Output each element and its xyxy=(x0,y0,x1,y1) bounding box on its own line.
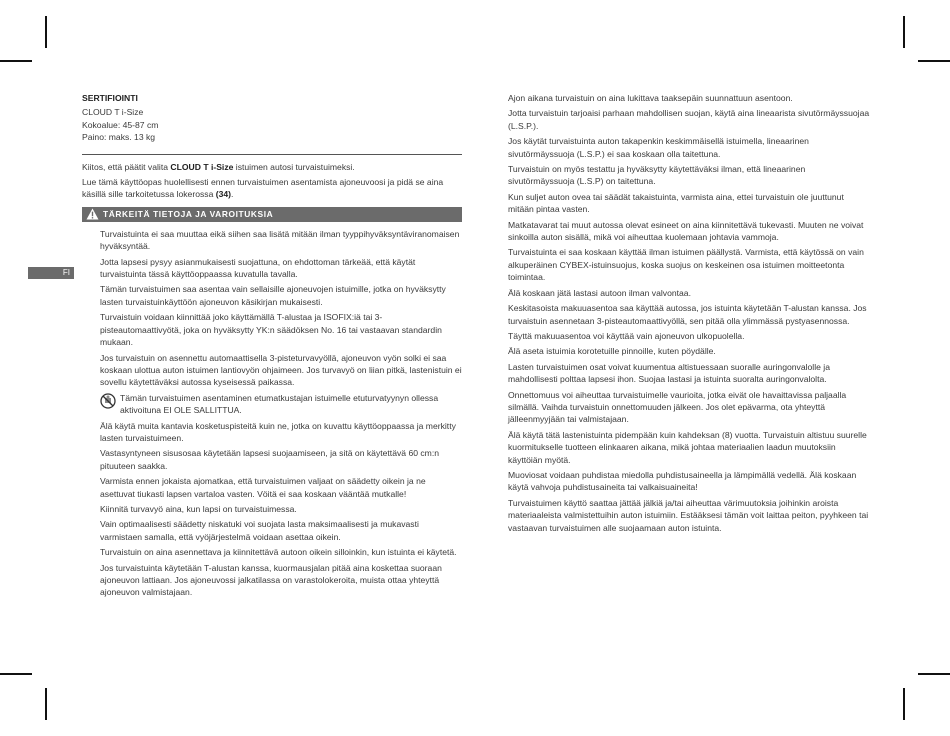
divider xyxy=(82,154,462,155)
paragraph: Ajon aikana turvaistuin on aina lukittava taaksepäin suunnattuun asentoon. xyxy=(508,93,793,103)
paragraph: Turvaistuimen käyttö saattaa jättää jälkiä ja/tai aiheuttaa värimuutoksia joihinkin aroista materiaaleista valmistettuihin auton istuimiin. Estääksesi tämän voit laittaa peiton, pyyhkeen tai vastaavan turvaistuimen alle suojaamaan auton istuinta. xyxy=(508,497,869,533)
paragraph: Jotta lapsesi pysyy asianmukaisesti suojattuna, on ehdottoman tärkeää, että käytät turvaistuinta tässä käyttöoppaassa kuvatulla tavalla. xyxy=(100,256,416,280)
paragraph: Turvaistuin on aina asennettava ja kiinnitettävä autoon oikein silloinkin, kun istuinta ei käytetä. xyxy=(100,547,457,558)
warning-title: TÄRKEITÄ TIETOJA JA VAROITUKSIA xyxy=(103,208,274,219)
warning-header xyxy=(82,207,462,222)
paragraph: Onnettomuus voi aiheuttaa turvaistuimelle vaurioita, jotka eivät ole havaittavissa paljaalla silmällä. Vaihda turvaistuin onnettomuuden jälkeen. Jos olet epävarma, ota yhteyttä jälleenmyyjään tai valmistajaan. xyxy=(508,389,847,425)
paragraph: Älä käytä tätä lastenistuinta pidempään kuin kahdeksan (8) vuotta. Turvaistuin altistuu suurelle kuormitukselle tuotteen elinkaaren aikana, mikä johtaa materiaalien laadun muutoksiin käyttöiän myötä. xyxy=(508,429,867,465)
paragraph: Älä koskaan jätä lastasi autoon ilman valvontaa. xyxy=(508,287,691,298)
crop-mark xyxy=(45,688,47,720)
paragraph: Matkatavarat tai muut autossa olevat esineet on aina kiinnitettävä tukevasti. Muuten ne voivat sinkoilla auton sisällä, mikä voi aiheuttaa kuolemaan johtavia vammoja. xyxy=(508,219,864,243)
crop-mark xyxy=(918,673,950,675)
figure-ref: (34) xyxy=(215,189,232,200)
text: Kiitos, että päätit valita xyxy=(82,161,171,172)
crop-mark xyxy=(45,16,47,48)
airbag-note: Tämän turvaistuimen asentaminen etumatkustajan istuimelle etuturvatyynyn ollessa aktivoituna EI OLE SALLITTUA. xyxy=(120,392,439,416)
intro-paragraph xyxy=(82,176,462,201)
paragraph: Tämän turvaistuimen saa asentaa vain sellaisille ajoneuvojen istuimille, jotka on hyväksytty lasten turvaistuinkäyttöön ajoneuvon käsikirjan mukaisesti. xyxy=(100,284,446,307)
paragraph: Vastasyntyneen sisusosaa käytetään lapsesi suojaamiseen, ja sitä on käytettävä 60 cm:n pituuteen saakka. xyxy=(100,448,440,471)
paragraph: Lasten turvaistuimen osat voivat kuumentua altistuessaan suoralle auringonvalolle ja mahdollisesti polttaa lapsesi ihon. Suojaa lastasi ja istuinta suoralta auringonvalolta. xyxy=(508,361,830,385)
intro-paragraph xyxy=(82,161,462,173)
paragraph: Turvaistuinta ei saa koskaan käyttää ilman istuimen päällystä. Varmista, että käytössä on vain alkuperäinen CYBEX-istuinsuojus, koska suojus on keskeinen osa istuimen moitteetonta toimintaa. xyxy=(508,247,864,283)
text: istuimen autosi turvaistuimeksi. xyxy=(233,161,355,172)
paragraph: Muoviosat voidaan puhdistaa miedolla puhdistusaineella ja lämpimällä vedellä. Älä koskaan käytä vahvoja puhdistusaineita tai valkaisuaineita! xyxy=(508,469,857,493)
cert-line: Kokoalue: 45-87 cm xyxy=(82,119,159,130)
paragraph: Vain optimaalisesti säädetty niskatuki voi suojata lasta maksimaalisesti ja mukavasti varmistaen samalla, että vyöjärjestelmä voidaan asettaa oikein. xyxy=(100,519,419,542)
crop-mark xyxy=(903,16,905,48)
paragraph: Varmista ennen jokaista ajomatkaa, että turvaistuimen valjaat on säädetty oikein ja ne asettuvat tiukasti lapsen vartaloa vasten. Vöitä ei saa koskaan vääntää mutkalle! xyxy=(100,476,426,499)
airbag-warning xyxy=(82,392,462,417)
cert-title: SERTIFIOINTI xyxy=(82,93,138,103)
text: Lue tämä käyttöopas huolellisesti ennen turvaistuimen asentamista ajoneuvoosi ja pidä se aina käsillä sille tarkoitetussa lokerossa xyxy=(82,177,444,200)
language-tab: FI xyxy=(28,267,74,279)
paragraph: Turvaistuinta ei saa muuttaa eikä siihen saa lisätä mitään ilman tyyppihyväksyntäviranomaisen hyväksyntää. xyxy=(100,228,460,252)
paragraph: Jotta turvaistuin tarjoaisi parhaan mahdollisen suojan, käytä aina lineaarista sivutörmäyssuojaa (L.S.P.). xyxy=(508,108,870,131)
paragraph: Turvaistuin voidaan kiinnittää joko käyttämällä T-alustaa ja ISOFIX:iä tai 3-pisteautomaattivyötä, joka on hyväksytty YK:n säädöksen No. 16 tai vastaavan standardin mukaan. xyxy=(100,312,442,348)
paragraph: Keskitasoista makuuasentoa saa käyttää autossa, jos istuinta käytetään T-alustan kanssa. Jos turvaistuin asennetaan 3-pisteautomaattivyöllä, sen pitää olla ylimmässä pystyasennossa. xyxy=(508,303,867,326)
product-name: CLOUD T i-Size xyxy=(170,161,234,172)
paragraph: Jos turvaistuin on asennettu automaattisella 3-pisteturvavyöllä, ajoneuvon vyön solki ei saa koskaan ulottua auton istuimen lantiovyön ohjaimeen. Jos turvavyö on liian pitkä, lastenistuin ei sovellu käytettäväksi autossa kyseisessä paikassa. xyxy=(100,352,462,388)
left-column xyxy=(82,92,462,602)
right-column xyxy=(508,92,870,537)
paragraph: Jos käytät turvaistuinta auton takapenkin keskimmäisellä istuimella, lineaarinen sivutörmäyssuoja (L.S.P.) ei saa koskaan olla taitettuna. xyxy=(508,136,809,159)
no-airbag-icon xyxy=(100,393,116,409)
paragraph: Täyttä makuuasentoa voi käyttää vain ajoneuvon ulkopuolella. xyxy=(508,330,745,341)
paragraph: Kiinnitä turvavyö aina, kun lapsi on turvaistuimessa. xyxy=(100,503,297,514)
warning-icon xyxy=(86,208,99,220)
crop-mark xyxy=(918,60,950,62)
paragraph: Älä käytä muita kantavia kosketuspisteitä kuin ne, jotka on kuvattu käyttöoppaassa ja merkitty lasten turvaistuimeen. xyxy=(100,420,456,443)
paragraph: Jos turvaistuinta käytetään T-alustan kanssa, kuormausjalan pitää aina koskettaa suoraan ajoneuvon lattiaan. Jos ajoneuvossi jalkatilassa on varastolokeroita, muista ottaa yhteyttä ajoneuvon valmistajaan. xyxy=(100,562,442,598)
cert-line: Paino: maks. 13 kg xyxy=(82,132,156,143)
crop-mark xyxy=(0,60,32,62)
text: . xyxy=(231,189,234,200)
paragraph: Älä aseta istuimia korotetuille pinnoille, kuten pöydälle. xyxy=(508,346,716,357)
paragraph: Turvaistuin on myös testattu ja hyväksytty käytettäväksi ilman, että lineaarinen sivutörmäyssuoja (L.S.P) on taitettuna. xyxy=(508,164,806,187)
cert-line: CLOUD T i-Size xyxy=(82,107,144,118)
crop-mark xyxy=(903,688,905,720)
paragraph: Kun suljet auton ovea tai säädät takaistuinta, varmista aina, ettei turvaistuin ole juuttunut mitään pintaa vasten. xyxy=(508,191,844,215)
crop-mark xyxy=(0,673,32,675)
